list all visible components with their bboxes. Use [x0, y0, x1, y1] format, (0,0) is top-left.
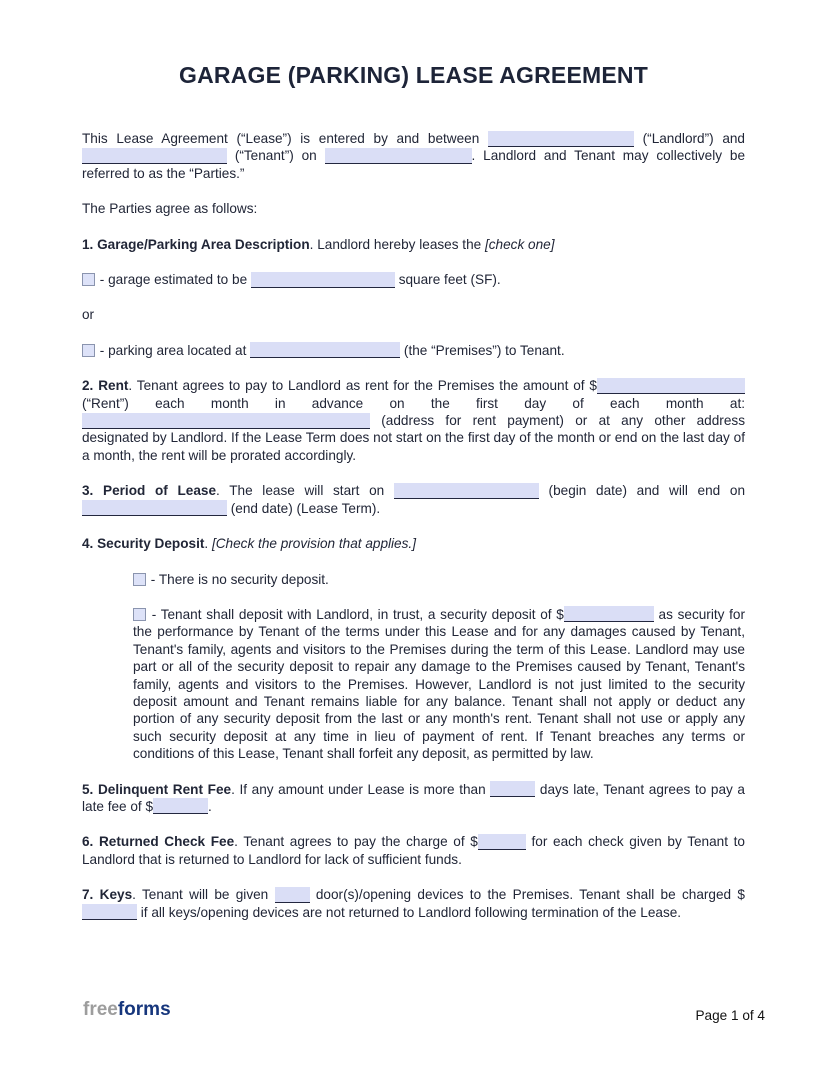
- section-1-title: 1. Garage/Parking Area Description: [82, 236, 310, 252]
- section-3-period-paragraph: 3. Period of Lease. The lease will start on (begin date) and will end on (end date) (Lease Term).: [82, 483, 746, 516]
- no-security-deposit-checkbox[interactable]: [133, 573, 146, 586]
- intro-paragraph: This Lease Agreement (“Lease”) is entered by and between (“Landlord”) and (“Tenant”) on . Landlord and Tenant may collectively be referred to as the “Parties.”: [82, 131, 746, 181]
- document-title: GARAGE (PARKING) LEASE AGREEMENT: [179, 62, 648, 88]
- agreement-date-field[interactable]: [325, 148, 472, 164]
- document-content: [82, 0, 745, 939]
- page-number-label: Page 1 of 4: [695, 1008, 765, 1023]
- parking-option-checkbox[interactable]: [82, 344, 95, 357]
- parking-area-address-field[interactable]: [250, 342, 400, 358]
- parties-agree-line: The Parties agree as follows:: [82, 201, 258, 217]
- keys-charge-field[interactable]: [82, 904, 137, 920]
- section-5-title: 5. Delinquent Rent Fee: [82, 781, 232, 797]
- garage-option-line: - garage estimated to be square feet (SF).: [82, 271, 745, 288]
- garage-square-feet-field[interactable]: [251, 272, 395, 288]
- rent-amount-field[interactable]: [597, 378, 745, 394]
- section-7-keys-paragraph: 7. Keys. Tenant will be given door(s)/opening devices to the Premises. Tenant shall be charged $ if all keys/opening devices are not returned to Landlord following termination of the Lease.: [82, 887, 745, 920]
- returned-check-fee-field[interactable]: [478, 834, 526, 850]
- security-deposit-amount-field[interactable]: [564, 606, 654, 622]
- section-3-title: 3. Period of Lease: [82, 483, 217, 499]
- security-deposit-checkbox[interactable]: [133, 608, 146, 621]
- tenant-name-field[interactable]: [82, 148, 227, 164]
- logo-free-text: free: [83, 999, 118, 1020]
- section-2-title: 2. Rent: [82, 378, 129, 394]
- section-6-title: 6. Returned Check Fee: [82, 834, 235, 850]
- section-7-title: 7. Keys: [82, 887, 133, 903]
- section-4-title: 4. Security Deposit: [82, 536, 205, 552]
- section-6-returned-check-paragraph: 6. Returned Check Fee. Tenant agrees to pay the charge of $ for each check given by Tenant to Landlord that is returned to Landlord for lack of sufficient funds.: [82, 834, 745, 867]
- parking-option-line: - parking area located at (the “Premises”) to Tenant.: [82, 342, 745, 359]
- section-1-heading: 1. Garage/Parking Area Description. Landlord hereby leases the [check one]: [82, 236, 555, 252]
- section-5-delinquent-paragraph: 5. Delinquent Rent Fee. If any amount under Lease is more than days late, Tenant agrees to pay a late fee of $ .: [82, 781, 745, 814]
- end-date-field[interactable]: [82, 500, 227, 516]
- freeforms-logo: [83, 999, 171, 1021]
- security-deposit-paragraph: - Tenant shall deposit with Landlord, in trust, a security deposit of $ as security for the performance by Tenant of the terms under this Lease and for any damages caused by Tenant, Tenant's family, agents and visitors to the Premises during the term of this Lease. Landlord may use part or all of the security deposit to repair any damage to the Premises caused by Tenant, Tenant's family, agents and visitors to the Premises. However, Landlord is not just limited to the security deposit amount and Tenant remains liable for any balance. Tenant shall not apply or deduct any portion of any security deposit from the last or any month's rent. Tenant shall not use or apply any such security deposit at any time in lieu of payment of rent. If Tenant breaches any terms or conditions of this Lease, Tenant shall forfeit any deposit, as permitted by law.: [133, 606, 745, 762]
- late-days-field[interactable]: [490, 781, 535, 797]
- keys-count-field[interactable]: [275, 887, 310, 903]
- check-provision-note: [Check the provision that applies.]: [211, 536, 416, 552]
- no-security-deposit-line: - There is no security deposit.: [133, 571, 745, 588]
- late-fee-amount-field[interactable]: [153, 798, 208, 814]
- section-2-rent-paragraph: 2. Rent. Tenant agrees to pay to Landlord as rent for the Premises the amount of $ (“Rent”) each month in advance on the first day of each month at: (address for rent payment) or at any other address designated by Landlord. If the Lease Term does not start on the first day of the month or end on the last day of a month, the rent will be prorated accordingly.: [82, 378, 745, 463]
- rent-payment-address-field[interactable]: [82, 413, 370, 429]
- section-4-heading: 4. Security Deposit. [Check the provision that applies.]: [82, 536, 416, 552]
- or-line: or: [82, 307, 95, 323]
- logo-forms-text: forms: [117, 999, 171, 1020]
- landlord-name-field[interactable]: [488, 131, 634, 147]
- garage-option-checkbox[interactable]: [82, 273, 95, 286]
- check-one-note: [check one]: [484, 236, 555, 252]
- begin-date-field[interactable]: [394, 483, 539, 499]
